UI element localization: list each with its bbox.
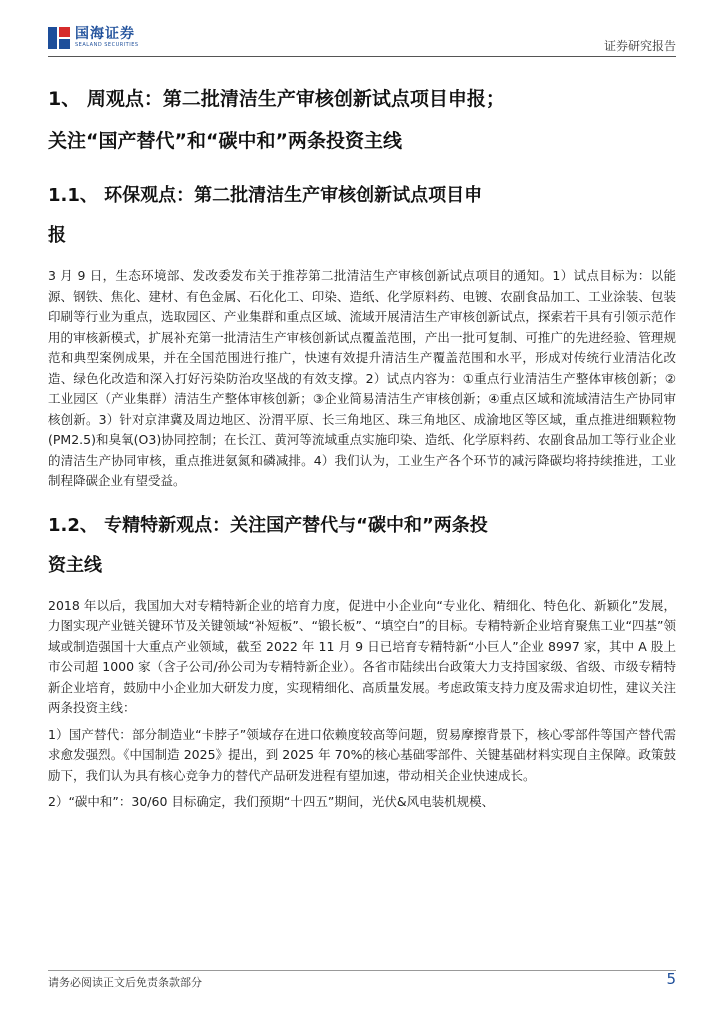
report-type-label: 证券研究报告 (603, 39, 676, 53)
heading-1-2-line-1: 1.2、 专精特新观点：关注国产替代与“碳中和”两条投 (48, 514, 488, 536)
paragraph-specialized-intro: 2018 年以后，我国加大对专精特新企业的培育力度，促进中小企业向“专业化、精细化、特色化、新颖化”发展，力图实现产业链关键环节及关键领域“补短板”、“锻长板”、“填空白”的目标。专精特新企业培育聚焦工业“四基”领域或制造强国十大重点产业领域，截至 2022 年 11 月 9 日已培育专精特新“小巨人”企业 8997 家，其中 A 股上市公司超 1000 家（含子公司/孙公司为专精特新企业）。各省市陆续出台政策大力支持国家级、省级、市级专精特新企业培育，鼓励中小企业加大研发力度，实现精细化、高质量发展。考虑政策支持力度及需求迫切性，建议关注两条投资主线： (48, 597, 676, 715)
paragraph-environmental: 3 月 9 日，生态环境部、发改委发布关于推荐第二批清洁生产审核创新试点项目的通知。1）试点目标为：以能源、钢铁、焦化、建材、有色金属、石化化工、印染、造纸、化学原料药、电镀、农副食品加工、工业涂装、包装印刷等行业为重点，选取园区、产业集群和重点区域、流域开展清洁生产审核创新试点，探索若干具有引领示范作用的审核新模式，扩展补充第一批清洁生产审核创新试点覆盖范围，产出一批可复制、可推广的先进经验、管理规范和典型案例成果，并在全国范围进行推广，快速有效提升清洁生产覆盖范围和水平，形成对传统行业清洁化改造、绿色化改造和深入打好污染防治攻坚战的有效支撑。2）试点内容为：①重点行业清洁生产整体审核创新；②工业园区（产业集群）清洁生产整体审核创新；③企业简易清洁生产审核创新；④重点区域和流域清洁生产协同审核创新。3）针对京津冀及周边地区、汾渭平原、长三角地区、珠三角地区、成渝地区等区域，重点推进细颗粒物(PM2.5)和臭氧(O3)协同控制；在长江、黄河等流域重点实施印染、造纸、化学原料药、农副食品加工等行业企业的清洁生产协同审核，重点推进氨氮和磷减排。4）我们认为，工业生产各个环节的减污降碳均将持续推进，工业制程降碳企业有望受益。 (48, 268, 676, 488)
heading-1-2-line-2: 资主线 (48, 554, 102, 576)
footer-disclaimer: 请务必阅读正文后免责条款部分 (48, 976, 202, 989)
company-logo (48, 27, 139, 49)
heading-1-line-1: 1、 周观点：第二批清洁生产审核创新试点项目申报； (48, 88, 505, 110)
logo-name-en: SEALAND SECURITIES (75, 42, 139, 48)
section-heading-1-1 (48, 176, 676, 256)
main-content (48, 76, 676, 813)
paragraph-domestic-substitution: 1）国产替代：部分制造业“卡脖子”领域存在进口依赖度较高等问题，贸易摩擦背景下，核心零部件等国产替代需求愈发强烈。《中国制造 2025》提出，到 2025 年 70%的核心基础零部件、关键基础材料实现自主保障。政策鼓励下，我们认为具有核心竞争力的替代产品研发进程有望加速，带动相关企业快速成长。 (48, 726, 676, 783)
section-heading-1 (48, 78, 676, 162)
page-number: 5 (666, 970, 676, 988)
paragraph-carbon-neutral: 2）“碳中和”：30/60 目标确定，我们预期“十四五”期间，光伏&风电装机规模、 (48, 794, 495, 809)
logo-name-cn: 国海证券 (75, 26, 135, 42)
section-heading-1-2 (48, 506, 676, 586)
header-divider (48, 56, 676, 57)
heading-1-1-line-1: 1.1、 环保观点：第二批清洁生产审核创新试点项目申 (48, 185, 483, 206)
heading-1-line-2: 关注“国产替代”和“碳中和”两条投资主线 (48, 130, 402, 152)
heading-1-1-line-2: 报 (48, 225, 66, 246)
page-header (0, 0, 724, 62)
footer-divider (48, 970, 676, 971)
logo-mark-icon (48, 27, 70, 49)
